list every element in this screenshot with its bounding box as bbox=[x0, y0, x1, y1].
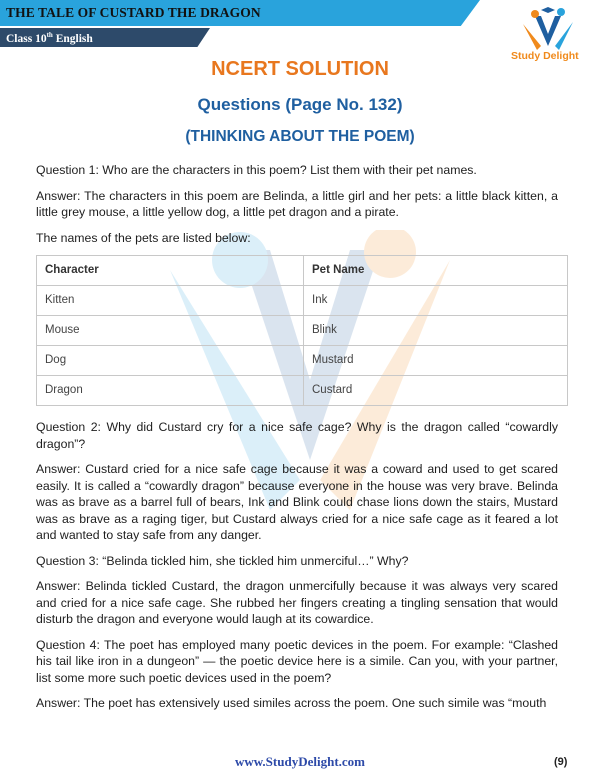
question-4: Question 4: The poet has employed many poetic devices in the poem. For example: “Clashed his tail like iron in a dungeon” — the poetic device here is a simile. Can you, with your partner, list some more such poetic devices used in the poem? bbox=[36, 637, 558, 685]
table-row bbox=[37, 376, 568, 406]
table-row bbox=[37, 316, 568, 346]
table-row bbox=[37, 346, 568, 376]
document-body bbox=[36, 162, 558, 721]
class-label: Class 10th English bbox=[6, 31, 93, 45]
sub-heading: Questions (Page No. 132) bbox=[197, 95, 403, 114]
answer-2: Answer: Custard cried for a nice safe cage because it was a coward and used to get scared easily. It is called a “cowardly dragon” because everyone in the house was very brave. Belinda was as brave as a barrel full of bears, Ink and Blink could chase lions down the stairs, Mustard was as brave as a raging tiger, but Custard always cried for a nice safe cage as it feared a lot and wanted to stay safe from any danger. bbox=[36, 462, 558, 542]
table-cell-pet-name: Blink bbox=[304, 316, 568, 346]
table-cell-character: Dragon bbox=[37, 376, 304, 406]
table-cell-character: Mouse bbox=[37, 316, 304, 346]
table-cell-pet-name: Ink bbox=[304, 286, 568, 316]
pet-names-table bbox=[36, 255, 568, 406]
header-banner bbox=[0, 0, 600, 50]
answer-3: Answer: Belinda tickled Custard, the dragon unmercifully because it was always very scared and cried for a nice safe cage. She rubbed her fingers creating a tingling sensation that would disturb the dragon and everyone would laugh at its cowardice. bbox=[36, 579, 558, 626]
table-cell-pet-name: Mustard bbox=[304, 346, 568, 376]
table-cell-character: Dog bbox=[37, 346, 304, 376]
question-1: Question 1: Who are the characters in this poem? List them with their pet names. bbox=[36, 163, 477, 177]
question-3: Question 3: “Belinda tickled him, she tickled him unmerciful…” Why? bbox=[36, 553, 409, 568]
footer-website-link[interactable]: www.StudyDelight.com bbox=[234, 754, 365, 769]
table-header-character: Character bbox=[37, 256, 304, 286]
table-cell-character: Kitten bbox=[37, 286, 304, 316]
answer-4: Answer: The poet has extensively used similes across the poem. One such simile was “mouth bbox=[36, 696, 547, 710]
table-header-row bbox=[37, 256, 568, 286]
chapter-title: THE TALE OF CUSTARD THE DRAGON bbox=[6, 5, 261, 20]
page-number: (9) bbox=[554, 756, 568, 768]
answer-1: Answer: The characters in this poem are Belinda, a little girl and her pets: a little black kitten, a little grey mouse, a little yellow dog, a little pet dragon and a pirate. bbox=[36, 188, 558, 219]
question-2: Question 2: Why did Custard cry for a nice safe cage? Why is the dragon called “cowardly dragon”? bbox=[36, 420, 558, 451]
logo-text: Study Delight bbox=[511, 50, 579, 62]
table-row bbox=[37, 286, 568, 316]
pet-list-intro: The names of the pets are listed below: bbox=[36, 230, 251, 245]
table-cell-pet-name: Custard bbox=[304, 376, 568, 406]
table-header-pet-name: Pet Name bbox=[304, 256, 568, 286]
section-heading: (THINKING ABOUT THE POEM) bbox=[185, 128, 415, 145]
main-heading: NCERT SOLUTION bbox=[211, 58, 389, 80]
